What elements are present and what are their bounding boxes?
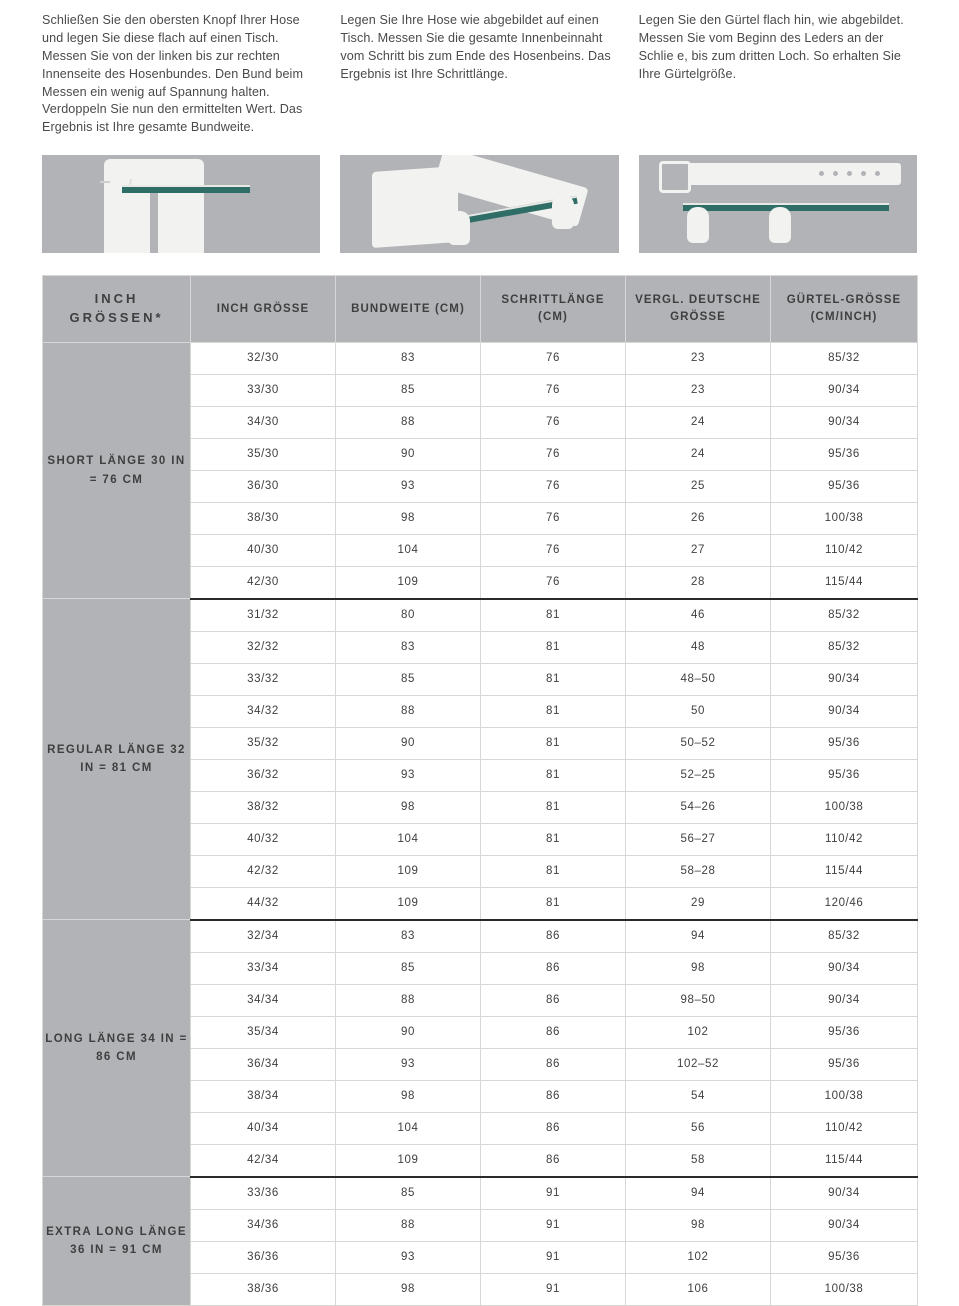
table-cell: 115/44 (771, 1144, 918, 1177)
table-cell: 76 (481, 470, 626, 502)
table-cell: 90 (336, 727, 481, 759)
table-row (43, 342, 918, 374)
table-cell: 93 (336, 1241, 481, 1273)
table-cell: 33/34 (191, 952, 336, 984)
table-cell: 83 (336, 631, 481, 663)
table-cell: 100/38 (771, 1273, 918, 1305)
table-cell: 81 (481, 791, 626, 823)
table-cell: 104 (336, 1112, 481, 1144)
table-cell: 81 (481, 695, 626, 727)
table-cell: 76 (481, 406, 626, 438)
table-cell: 33/30 (191, 374, 336, 406)
illustration-belt-measure (639, 155, 917, 253)
table-cell: 36/30 (191, 470, 336, 502)
column-header-belt-size: GÜRTEL-GRÖSSE (CM/INCH) (771, 276, 918, 343)
table-cell: 85 (336, 663, 481, 695)
table-cell: 86 (481, 1048, 626, 1080)
table-cell: 90/34 (771, 663, 918, 695)
table-cell: 86 (481, 1016, 626, 1048)
table-cell: 40/32 (191, 823, 336, 855)
hand-icon (552, 195, 574, 229)
table-cell: 83 (336, 342, 481, 374)
length-group-label: EXTRA LONG LÄNGE 36 IN = 91 CM (43, 1177, 191, 1306)
table-cell: 32/34 (191, 920, 336, 953)
table-cell: 31/32 (191, 599, 336, 632)
size-chart-table (42, 275, 918, 1306)
table-cell: 88 (336, 1209, 481, 1241)
table-cell: 24 (626, 406, 771, 438)
table-cell: 90/34 (771, 1177, 918, 1210)
table-cell: 86 (481, 1112, 626, 1144)
table-cell: 34/36 (191, 1209, 336, 1241)
table-cell: 76 (481, 342, 626, 374)
table-cell: 24 (626, 438, 771, 470)
table-cell: 35/32 (191, 727, 336, 759)
waistband-icon (100, 181, 110, 183)
length-group-label: REGULAR LÄNGE 32 IN = 81 CM (43, 599, 191, 920)
table-cell: 86 (481, 1144, 626, 1177)
table-cell: 44/32 (191, 887, 336, 920)
table-cell: 98–50 (626, 984, 771, 1016)
table-cell: 90/34 (771, 1209, 918, 1241)
table-cell: 93 (336, 759, 481, 791)
table-cell: 40/30 (191, 534, 336, 566)
table-header (43, 276, 918, 343)
table-cell: 23 (626, 374, 771, 406)
table-cell: 120/46 (771, 887, 918, 920)
table-cell: 109 (336, 887, 481, 920)
table-cell: 85 (336, 374, 481, 406)
table-cell: 93 (336, 470, 481, 502)
belt-buckle-icon (659, 161, 691, 193)
table-cell: 104 (336, 534, 481, 566)
table-cell: 90/34 (771, 695, 918, 727)
table-cell: 91 (481, 1273, 626, 1305)
table-cell: 102 (626, 1016, 771, 1048)
table-cell: 36/34 (191, 1048, 336, 1080)
table-cell: 110/42 (771, 534, 918, 566)
table-cell: 36/36 (191, 1241, 336, 1273)
table-cell: 76 (481, 438, 626, 470)
table-cell: 100/38 (771, 1080, 918, 1112)
table-cell: 23 (626, 342, 771, 374)
table-cell: 29 (626, 887, 771, 920)
illustration-inseam-measure (340, 155, 618, 253)
column-header-inseam: SCHRITTLÄNGE (CM) (481, 276, 626, 343)
table-cell: 98 (336, 502, 481, 534)
trousers-icon (104, 159, 204, 253)
table-cell: 56–27 (626, 823, 771, 855)
hand-icon (687, 207, 709, 243)
table-cell: 83 (336, 920, 481, 953)
table-cell: 102 (626, 1241, 771, 1273)
table-cell: 81 (481, 727, 626, 759)
table-cell: 81 (481, 759, 626, 791)
table-cell: 95/36 (771, 1241, 918, 1273)
table-cell: 35/34 (191, 1016, 336, 1048)
instruction-text-belt: Legen Sie den Gürtel flach hin, wie abgebildet. Messen Sie vom Beginn des Leders an der Schlie e, bis zum dritten Loch. So erhalten Sie Ihre Gürtelgröße. (638, 13, 904, 81)
table-cell: 93 (336, 1048, 481, 1080)
length-group-label: LONG LÄNGE 34 IN = 86 CM (43, 920, 191, 1177)
table-cell: 32/32 (191, 631, 336, 663)
table-cell: 86 (481, 952, 626, 984)
table-cell: 52–25 (626, 759, 771, 791)
table-cell: 104 (336, 823, 481, 855)
table-cell: 109 (336, 855, 481, 887)
belt-holes-icon (819, 171, 881, 176)
table-cell: 90 (336, 1016, 481, 1048)
table-header-row (43, 276, 918, 343)
table-cell: 94 (626, 920, 771, 953)
table-cell: 46 (626, 599, 771, 632)
table-cell: 100/38 (771, 791, 918, 823)
table-cell: 86 (481, 984, 626, 1016)
illustrations-row (42, 155, 917, 253)
table-cell: 91 (481, 1177, 626, 1210)
table-cell: 81 (481, 855, 626, 887)
table-cell: 58–28 (626, 855, 771, 887)
table-cell: 88 (336, 406, 481, 438)
table-cell: 42/32 (191, 855, 336, 887)
table-row (43, 1177, 918, 1210)
hand-icon (769, 207, 791, 243)
table-cell: 95/36 (771, 470, 918, 502)
table-cell: 54 (626, 1080, 771, 1112)
table-cell: 90/34 (771, 952, 918, 984)
table-cell: 38/34 (191, 1080, 336, 1112)
table-cell: 109 (336, 1144, 481, 1177)
table-cell: 85/32 (771, 920, 918, 953)
table-cell: 33/32 (191, 663, 336, 695)
length-group-label: SHORT LÄNGE 30 IN = 76 CM (43, 342, 191, 599)
table-cell: 85/32 (771, 342, 918, 374)
table-cell: 106 (626, 1273, 771, 1305)
table-cell: 25 (626, 470, 771, 502)
column-header-inch-sizes: INCH GRÖSSEN* (43, 276, 191, 343)
table-cell: 80 (336, 599, 481, 632)
table-cell: 81 (481, 823, 626, 855)
table-cell: 38/32 (191, 791, 336, 823)
table-cell: 36/32 (191, 759, 336, 791)
table-cell: 28 (626, 566, 771, 599)
table-cell: 95/36 (771, 1048, 918, 1080)
table-cell: 95/36 (771, 1016, 918, 1048)
table-cell: 90/34 (771, 406, 918, 438)
table-cell: 98 (336, 791, 481, 823)
table-cell: 86 (481, 920, 626, 953)
table-cell: 109 (336, 566, 481, 599)
table-cell: 26 (626, 502, 771, 534)
table-cell: 98 (626, 1209, 771, 1241)
measuring-tape-icon (122, 185, 250, 193)
table-cell: 90/34 (771, 374, 918, 406)
table-cell: 90/34 (771, 984, 918, 1016)
table-cell: 76 (481, 374, 626, 406)
table-cell: 110/42 (771, 823, 918, 855)
table-cell: 90 (336, 438, 481, 470)
table-cell: 50–52 (626, 727, 771, 759)
table-cell: 88 (336, 695, 481, 727)
table-cell: 48 (626, 631, 771, 663)
table-cell: 48–50 (626, 663, 771, 695)
table-cell: 27 (626, 534, 771, 566)
table-cell: 34/34 (191, 984, 336, 1016)
table-cell: 50 (626, 695, 771, 727)
table-cell: 94 (626, 1177, 771, 1210)
table-cell: 86 (481, 1080, 626, 1112)
table-cell: 85 (336, 1177, 481, 1210)
table-cell: 38/36 (191, 1273, 336, 1305)
table-cell: 95/36 (771, 727, 918, 759)
table-cell: 58 (626, 1144, 771, 1177)
column-header-waist: BUNDWEITE (CM) (336, 276, 481, 343)
hand-icon (448, 211, 470, 245)
table-cell: 110/42 (771, 1112, 918, 1144)
table-cell: 115/44 (771, 566, 918, 599)
table-cell: 34/32 (191, 695, 336, 727)
instruction-text-inseam: Legen Sie Ihre Hose wie abgebildet auf einen Tisch. Messen Sie die gesamte Innenbeinnaht vom Schritt bis zum Ende des Hosenbeins. Das Ergebnis ist Ihre Schrittlänge. (340, 13, 611, 81)
table-cell: 81 (481, 599, 626, 632)
table-row (43, 920, 918, 953)
table-cell: 32/30 (191, 342, 336, 374)
table-cell: 102–52 (626, 1048, 771, 1080)
column-header-inch-size: INCH GRÖSSE (191, 276, 336, 343)
table-cell: 42/30 (191, 566, 336, 599)
illustration-waist-measure (42, 155, 320, 253)
instructions-row (42, 0, 917, 137)
table-cell: 38/30 (191, 502, 336, 534)
table-cell: 85/32 (771, 599, 918, 632)
table-cell: 91 (481, 1241, 626, 1273)
table-body (43, 342, 918, 1305)
table-cell: 85/32 (771, 631, 918, 663)
table-cell: 33/36 (191, 1177, 336, 1210)
table-cell: 95/36 (771, 759, 918, 791)
table-cell: 88 (336, 984, 481, 1016)
table-cell: 34/30 (191, 406, 336, 438)
table-cell: 98 (336, 1273, 481, 1305)
table-cell: 85 (336, 952, 481, 984)
table-cell: 76 (481, 502, 626, 534)
table-cell: 81 (481, 887, 626, 920)
table-cell: 42/34 (191, 1144, 336, 1177)
table-cell: 54–26 (626, 791, 771, 823)
table-cell: 40/34 (191, 1112, 336, 1144)
table-cell: 95/36 (771, 438, 918, 470)
table-row (43, 599, 918, 632)
table-cell: 81 (481, 663, 626, 695)
table-cell: 76 (481, 566, 626, 599)
table-cell: 98 (626, 952, 771, 984)
table-cell: 100/38 (771, 502, 918, 534)
table-cell: 91 (481, 1209, 626, 1241)
table-cell: 56 (626, 1112, 771, 1144)
table-cell: 81 (481, 631, 626, 663)
table-cell: 76 (481, 534, 626, 566)
column-header-german-size: VERGL. DEUTSCHE GRÖSSE (626, 276, 771, 343)
instruction-text-waist: Schließen Sie den obersten Knopf Ihrer Hose und legen Sie diese flach auf einen Tisch. Messen Sie von der linken bis zur rechten Innenseite des Hosenbundes. Den Bund beim Messen ein wenig auf Spannung halten. Verdoppeln Sie nun den ermittelten Wert. Das Ergebnis ist Ihre gesamte Bundweite. (42, 13, 304, 135)
table-cell: 115/44 (771, 855, 918, 887)
table-cell: 35/30 (191, 438, 336, 470)
table-cell: 98 (336, 1080, 481, 1112)
